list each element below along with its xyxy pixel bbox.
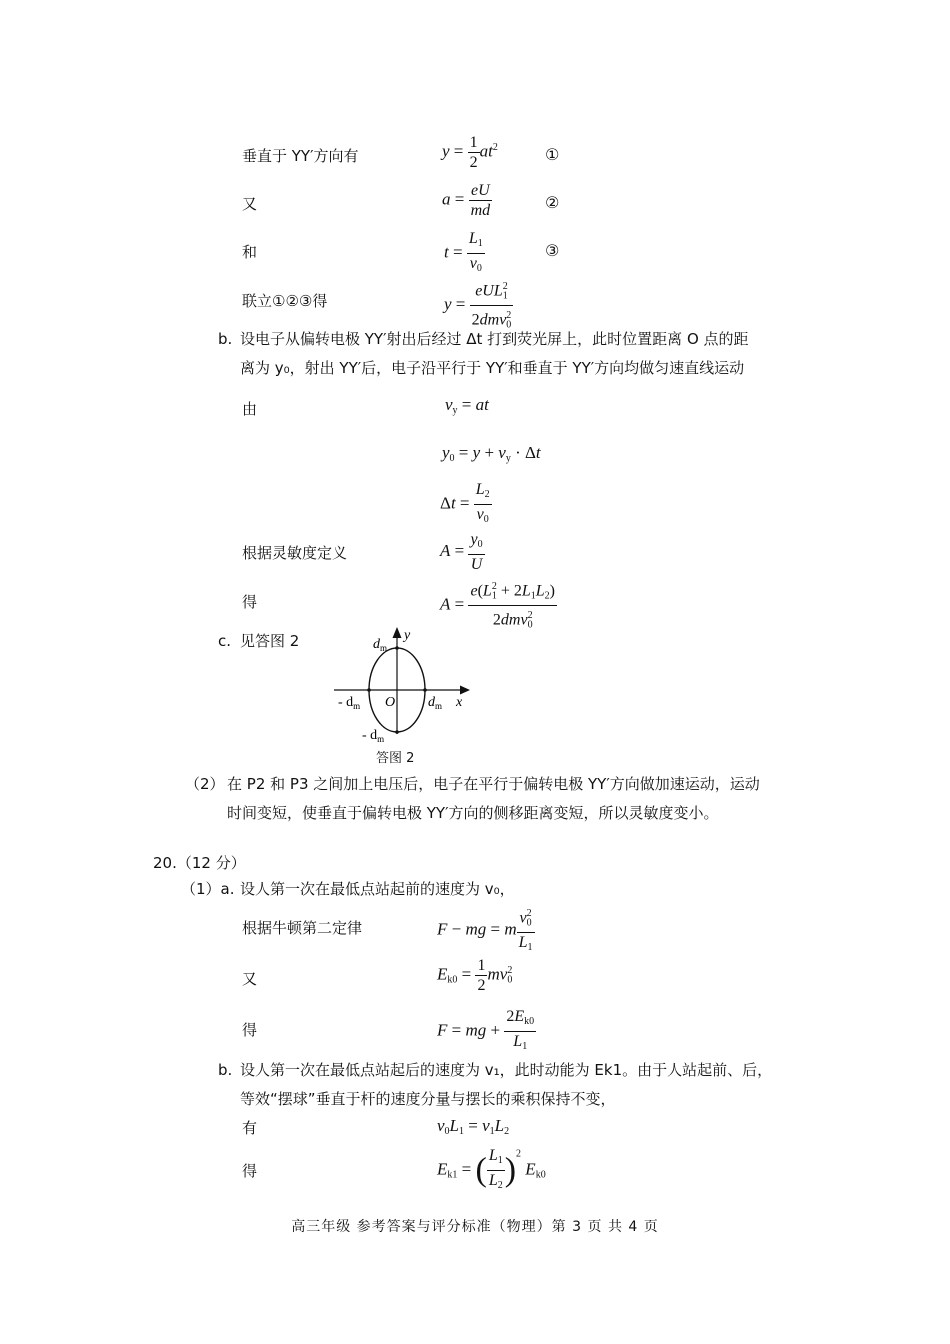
- ellipse-figure: [330, 622, 480, 747]
- p2-label: （2）: [185, 775, 225, 793]
- label-newton: 根据牛顿第二定律: [242, 919, 363, 937]
- dm-left-label: - $d_m$: [338, 695, 361, 711]
- y-axis-arrow-icon: [393, 627, 402, 638]
- b-text-line1: 设电子从偏转电极 YY′射出后经过 Δt 打到荧光屏上，此时位置距离 O 点的距: [240, 330, 749, 348]
- mark-3: ③: [545, 241, 560, 260]
- label-you-20: 又: [242, 970, 258, 988]
- dot-left: [367, 688, 371, 692]
- q20-header: 20.（12 分）: [153, 854, 246, 872]
- eq-vy: $v_y$ = at: [445, 395, 489, 416]
- origin-label: O: [385, 695, 396, 710]
- dm-right-label: $d_m$: [428, 695, 443, 711]
- label-sensitivity-def: 根据灵敏度定义: [242, 544, 348, 562]
- dot-top: [395, 646, 399, 650]
- label-you-b: 由: [242, 400, 258, 418]
- mark-2: ②: [545, 193, 560, 212]
- eq-A-result: A = $\frac{e(L_1^2 + 2L_1L_2)}{2dmv_0^2}$: [440, 577, 557, 635]
- x-axis-arrow-icon: [460, 686, 470, 695]
- eq-newton: F − mg = m $\frac{v_0^2}{L_1}$: [437, 904, 535, 957]
- b20-line1: 设人第一次在最低点站起后的速度为 v₁，此时动能为 Ek1。由于人站起前、后，: [240, 1061, 773, 1079]
- dm-top-label: $d_m$: [373, 637, 388, 653]
- label-he: 和: [242, 243, 258, 261]
- eq-y-half-at2: y = $\frac{1}{2}$ $at^2$: [442, 134, 498, 171]
- b20-line2: 等效“摆球”垂直于杆的速度分量与摆长的乘积保持不变，: [240, 1090, 616, 1108]
- q20-p1-label: （1）a.: [181, 880, 235, 898]
- eq-ek0: $E_{k0}$ = $\frac{1}{2}$ $mv_0^2$: [437, 957, 513, 994]
- figure-caption: 答图 2: [376, 751, 415, 766]
- eq-momentum: $v_0L_1 = v_1L_2$: [437, 1116, 510, 1137]
- dot-right: [423, 688, 427, 692]
- b-label-19: b.: [218, 330, 233, 348]
- page-footer: 高三年级 参考答案与评分标准（物理）第 3 页 共 4 页: [291, 1219, 659, 1235]
- label-perpendicular: 垂直于 YY′方向有: [242, 147, 359, 165]
- label-you: 又: [242, 195, 258, 213]
- p2-line1: 在 P2 和 P3 之间加上电压后，电子在平行于偏转电极 YY′方向做加速运动，运动: [227, 775, 760, 793]
- q20-a-line: 设人第一次在最低点站起前的速度为 v₀，: [240, 880, 515, 898]
- dot-bottom: [395, 730, 399, 734]
- label-de-20a: 得: [242, 1021, 258, 1039]
- p2-line2: 时间变短，使垂直于偏转电极 YY′方向的侧移距离变短，所以灵敏度变小。: [227, 804, 719, 822]
- eq-a: a = $\frac{eU}{md}$: [442, 182, 491, 219]
- eq-delta-t: Δt = $\frac{L_2}{v_0}$: [440, 481, 490, 525]
- b-label-20: b.: [218, 1061, 233, 1079]
- b-text-line2: 离为 y₀，射出 YY′后，电子沿平行于 YY′和垂直于 YY′方向均做匀速直线运动: [240, 359, 745, 377]
- label-you-20b: 有: [242, 1119, 258, 1137]
- label-de-19: 得: [242, 593, 258, 611]
- eq-y0: $y_0 = y + v_y \cdot \Delta t$: [442, 443, 541, 464]
- c-text-19: 见答图 2: [240, 632, 300, 650]
- eq-y-result: y = $\frac{eUL_1^2}{2dmv_0^2}$: [444, 277, 513, 335]
- label-combine: 联立①②③得: [242, 292, 328, 310]
- mark-1: ①: [545, 145, 560, 164]
- label-de-20b: 得: [242, 1162, 258, 1180]
- x-axis-label: x: [456, 695, 463, 710]
- dm-bottom-label: - $d_m$: [362, 728, 385, 744]
- eq-ek1: $E_{k1}$ = ( $\frac{L_1}{L_2}$ )$^2$ $E_{k0}$: [437, 1147, 546, 1191]
- eq-A-def: A = $\frac{y_0}{U}$: [440, 531, 483, 573]
- eq-t: t = $\frac{L_1}{v_0}$: [444, 230, 483, 274]
- c-label-19: c.: [218, 632, 232, 650]
- eq-F-result: F = mg + $\frac{2E_{k0}}{L_1}$: [437, 1008, 535, 1052]
- y-axis-label: y: [404, 628, 411, 643]
